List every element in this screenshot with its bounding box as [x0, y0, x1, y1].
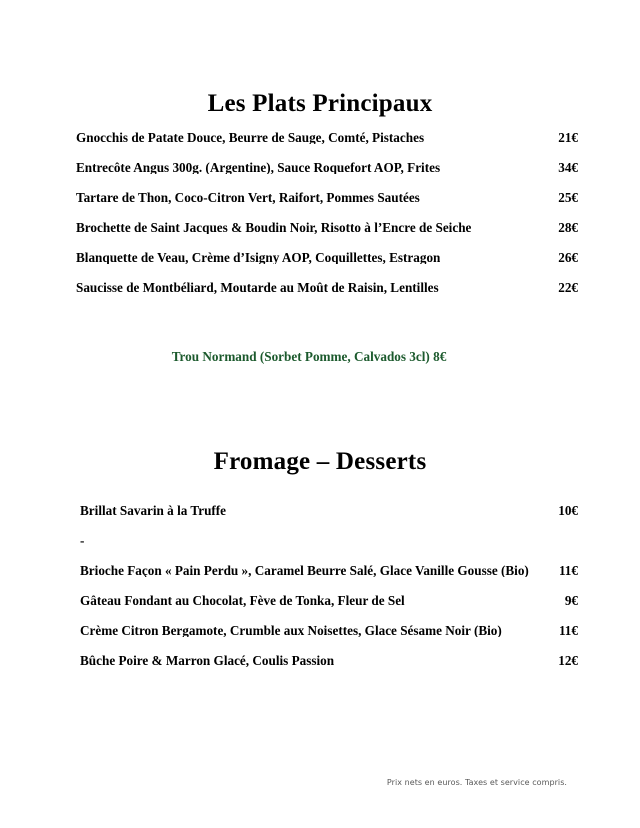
menu-item-row [76, 161, 578, 191]
menu-item-row [76, 221, 578, 251]
item-name: Gâteau Fondant au Chocolat, Fève de Tonka, Fleur de Sel [80, 594, 405, 608]
section-title-main-courses: Les Plats Principaux [207, 89, 433, 117]
menu-item-row [80, 534, 578, 564]
item-name: Gnocchis de Patate Douce, Beurre de Sauge, Comté, Pistaches [76, 131, 425, 145]
menu-item-row [80, 654, 578, 684]
item-price: 11€ [558, 563, 578, 578]
menu-item-row [80, 504, 578, 534]
item-name: Brioche Façon « Pain Perdu », Caramel Beurre Salé, Glace Vanille Gousse (Bio) [80, 564, 529, 578]
item-name: - [80, 534, 85, 548]
item-name: Blanquette de Veau, Crème d’Isigny AOP, Coquillettes, Estragon [76, 251, 441, 265]
item-name: Bûche Poire & Marron Glacé, Coulis Passion [80, 654, 335, 668]
item-name: Crème Citron Bergamote, Crumble aux Noisettes, Glace Sésame Noir (Bio) [80, 624, 502, 638]
palate-cleanser-line: Trou Normand (Sorbet Pomme, Calvados 3cl) 8€ [171, 349, 447, 364]
item-price: 21€ [558, 130, 578, 145]
item-price: 28€ [558, 220, 578, 235]
item-price: 12€ [558, 653, 578, 668]
item-price: 10€ [558, 503, 578, 518]
item-price: 9€ [564, 593, 578, 608]
menu-item-row [76, 251, 578, 281]
menu-item-row [80, 564, 578, 594]
desserts-list [80, 504, 578, 684]
footer-price-note: Prix nets en euros. Taxes et service compris. [386, 778, 567, 787]
item-name: Brochette de Saint Jacques & Boudin Noir, Risotto à l’Encre de Seiche [76, 221, 472, 235]
item-price: 26€ [558, 250, 578, 265]
item-price: 11€ [558, 623, 578, 638]
menu-item-row [76, 281, 578, 311]
item-name: Tartare de Thon, Coco-Citron Vert, Raifort, Pommes Sautées [76, 191, 420, 205]
menu-item-row [76, 191, 578, 221]
item-price: 22€ [558, 280, 578, 295]
item-name: Entrecôte Angus 300g. (Argentine), Sauce Roquefort AOP, Frites [76, 161, 441, 175]
section-title-cheese-desserts: Fromage – Desserts [213, 447, 427, 475]
item-price: 34€ [558, 160, 578, 175]
item-name: Brillat Savarin à la Truffe [80, 504, 227, 518]
main-courses-list [76, 131, 578, 311]
item-price: 25€ [558, 190, 578, 205]
menu-item-row [80, 624, 578, 654]
item-name: Saucisse de Montbéliard, Moutarde au Moût de Raisin, Lentilles [76, 281, 439, 295]
menu-item-row [76, 131, 578, 161]
menu-item-row [80, 594, 578, 624]
